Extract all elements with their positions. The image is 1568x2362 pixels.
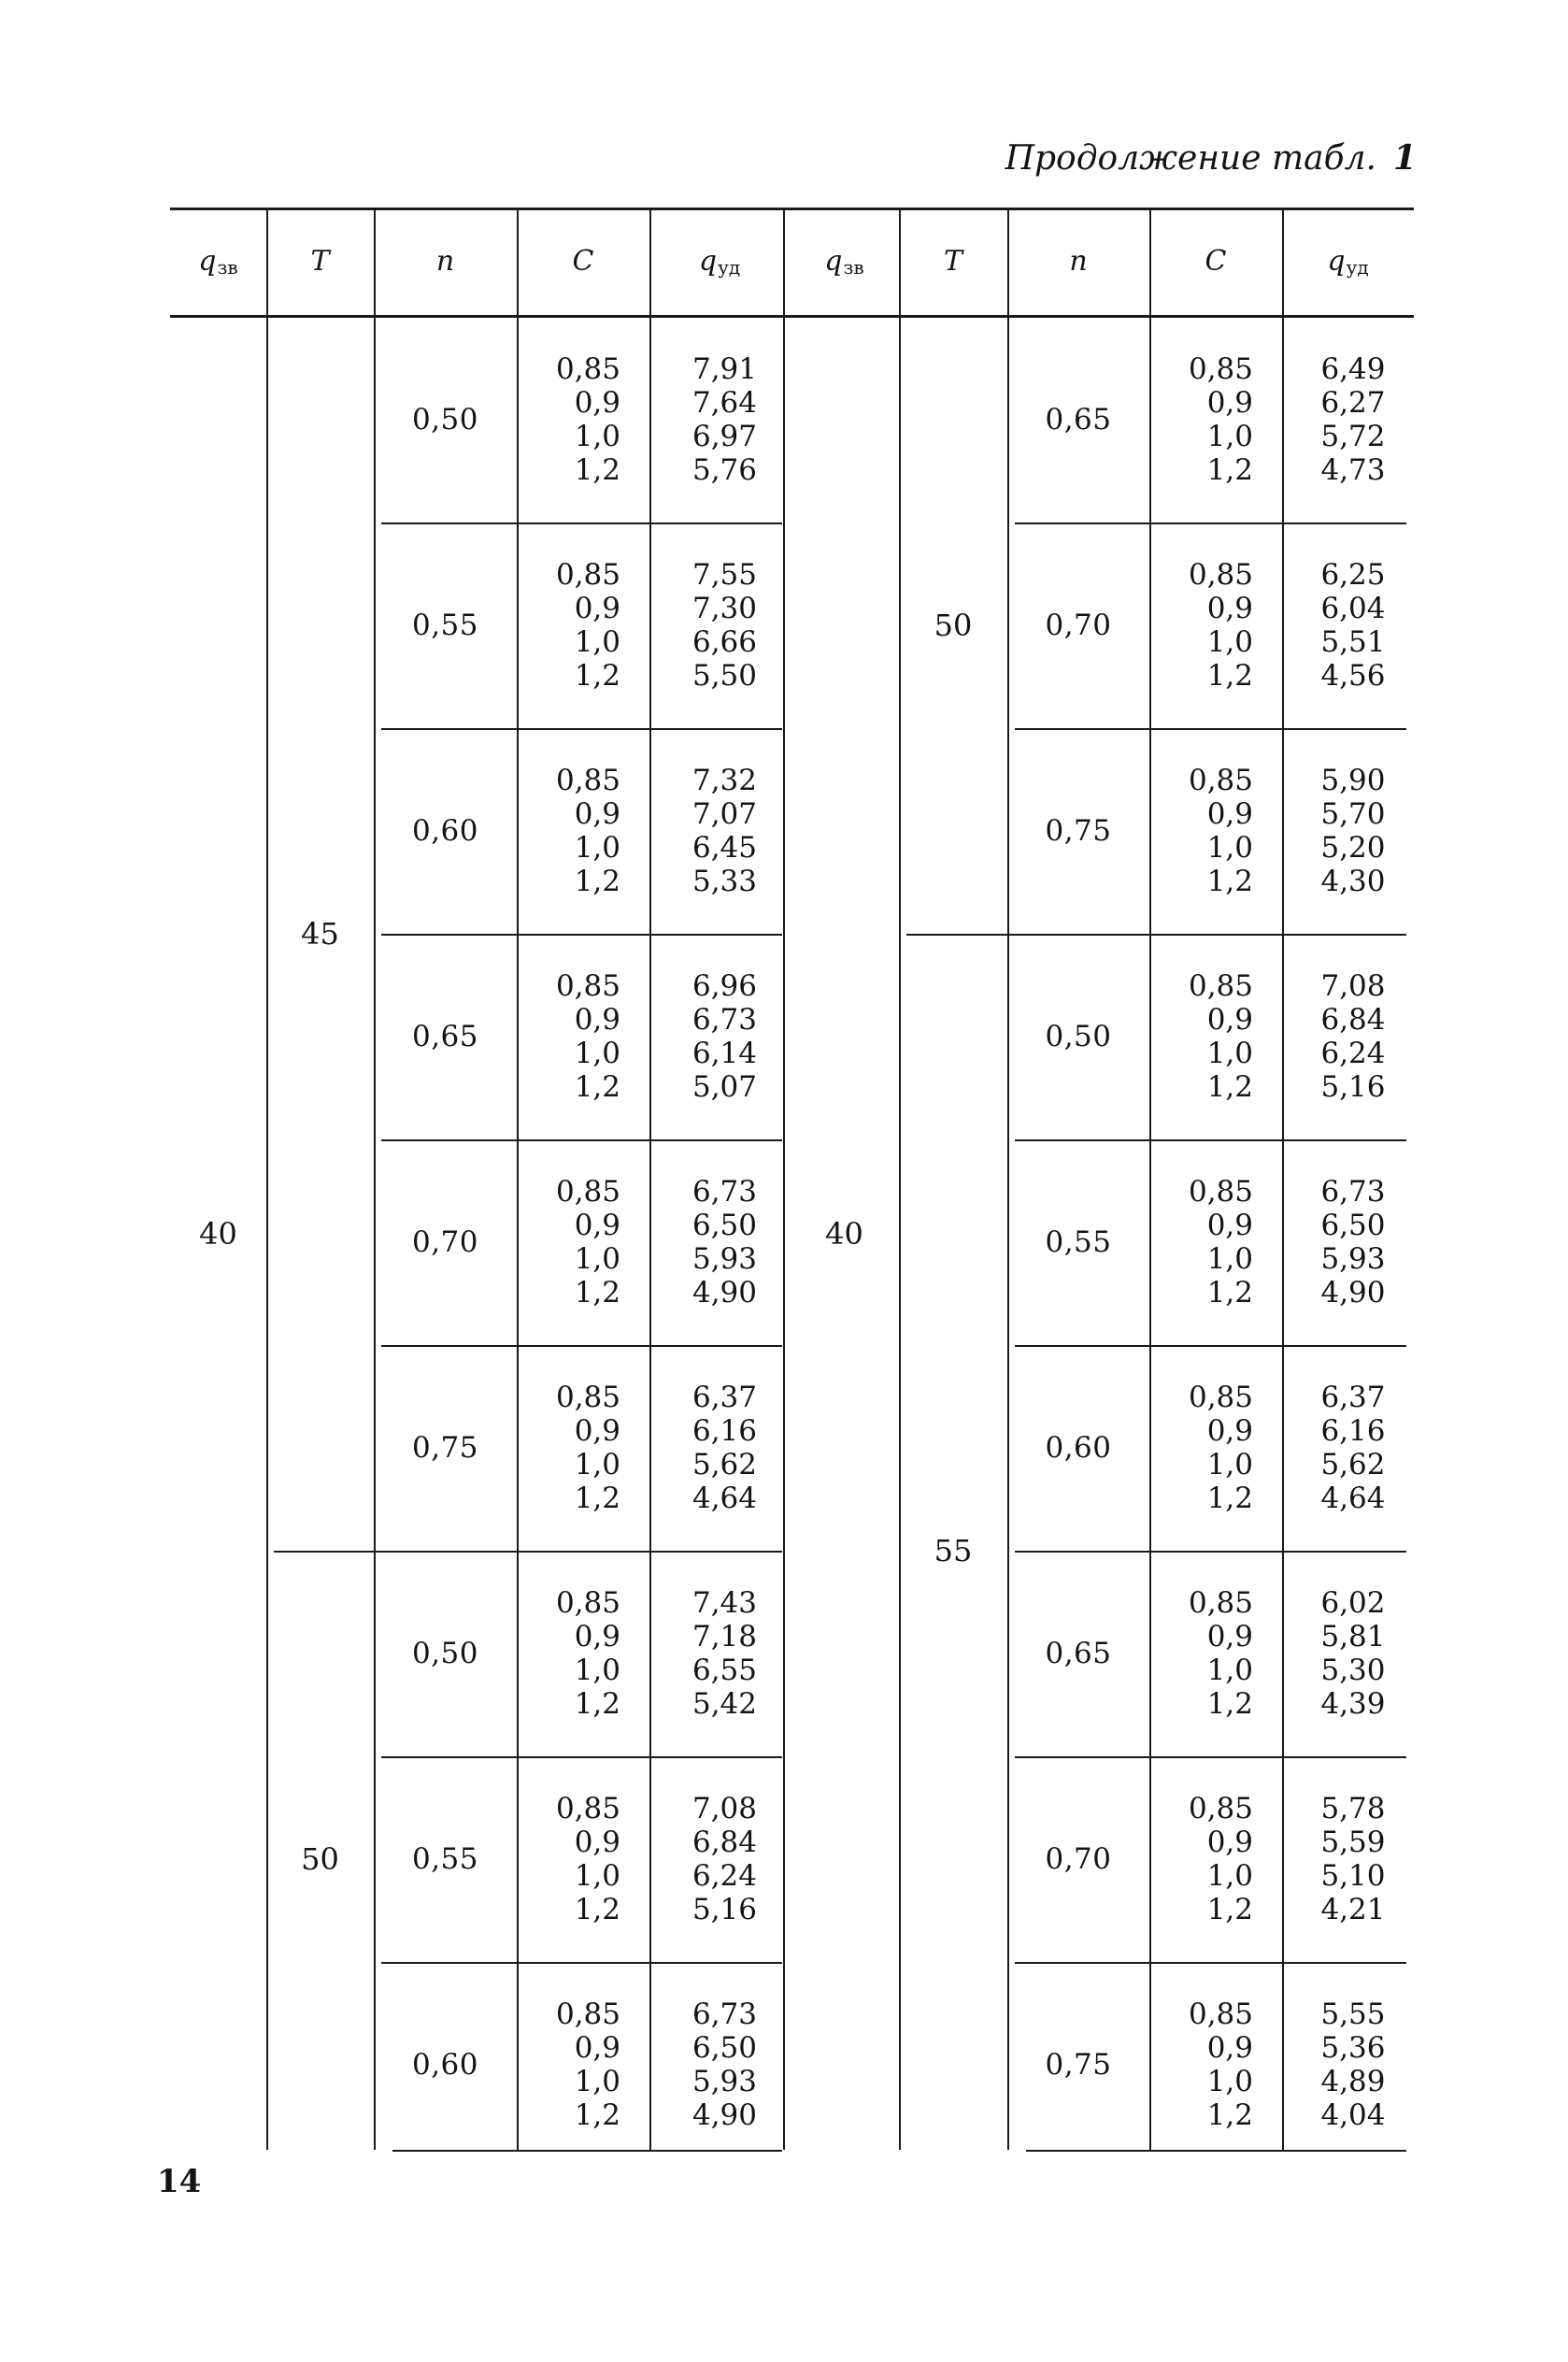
c-values-stack — [1149, 728, 1282, 934]
q-ud-value: 4,90 — [691, 1276, 757, 1310]
c-value: 1,0 — [574, 625, 620, 659]
q-ud-value: 6,49 — [1320, 352, 1386, 386]
q-ud-value: 4,64 — [1320, 1482, 1386, 1515]
q-ud-values-stack — [649, 317, 790, 523]
c-value: 0,9 — [1206, 1414, 1253, 1448]
q-ud-value: 5,51 — [1320, 625, 1386, 659]
table-bottom-rule — [1026, 2150, 1406, 2152]
c-value: 0,85 — [1188, 558, 1253, 592]
q-zv-value: 40 — [199, 1215, 237, 1252]
c-value: 1,2 — [574, 1070, 620, 1104]
c-value: 0,9 — [1206, 386, 1253, 420]
n-value: 0,75 — [1045, 2048, 1112, 2082]
q-ud-value: 7,30 — [691, 592, 757, 625]
c-values-stack — [517, 1139, 649, 1345]
c-values-stack — [517, 1756, 649, 1962]
c-value: 1,0 — [574, 831, 620, 865]
header-q-zv-subscript: зв — [843, 255, 864, 279]
n-value: 0,65 — [1045, 403, 1112, 437]
q-ud-values-stack — [649, 1551, 790, 1756]
n-value: 0,50 — [411, 403, 479, 437]
q-ud-values-stack — [1282, 1962, 1414, 2168]
q-ud-values-stack — [1282, 934, 1414, 1139]
c-value: 1,2 — [574, 659, 620, 693]
c-value: 1,2 — [1206, 1893, 1253, 1926]
c-values-stack — [517, 1345, 649, 1551]
q-ud-value: 7,07 — [691, 797, 757, 831]
c-value: 1,2 — [574, 1893, 620, 1926]
q-ud-value: 5,93 — [1320, 1242, 1386, 1276]
c-value: 0,9 — [574, 386, 620, 420]
c-value: 0,9 — [574, 592, 620, 625]
c-value: 1,0 — [1206, 831, 1253, 865]
q-ud-value: 5,42 — [691, 1687, 757, 1721]
c-value: 0,85 — [555, 1586, 620, 1620]
header-q-ud — [649, 211, 790, 311]
c-value: 1,0 — [574, 1242, 620, 1276]
c-values-stack — [1149, 1962, 1282, 2168]
q-ud-value: 4,64 — [691, 1482, 757, 1515]
c-values-stack — [517, 523, 649, 728]
header-q-zv-subscript: зв — [217, 255, 238, 279]
q-ud-value: 5,93 — [691, 1242, 757, 1276]
q-ud-value: 5,16 — [1320, 1070, 1386, 1104]
c-value: 0,9 — [1206, 2031, 1253, 2065]
c-value: 1,2 — [1206, 453, 1253, 487]
q-ud-value: 5,10 — [1320, 1859, 1386, 1893]
q-ud-value: 6,66 — [691, 625, 757, 659]
q-ud-values-stack — [1282, 1551, 1414, 1756]
c-values-stack — [517, 728, 649, 934]
c-value: 1,0 — [574, 1037, 620, 1070]
q-ud-value: 6,73 — [691, 1997, 757, 2031]
q-ud-values-stack — [1282, 728, 1414, 934]
c-value: 1,0 — [1206, 1037, 1253, 1070]
c-value: 0,85 — [1188, 764, 1253, 797]
q-ud-value: 6,14 — [691, 1037, 757, 1070]
c-value: 1,2 — [574, 453, 620, 487]
c-values-stack — [517, 317, 649, 523]
q-ud-values-stack — [1282, 317, 1414, 523]
q-ud-value: 6,37 — [1320, 1381, 1386, 1414]
c-values-stack — [1149, 934, 1282, 1139]
c-values-stack — [517, 1962, 649, 2168]
header-T: T — [943, 245, 962, 278]
q-ud-value: 5,55 — [1320, 1997, 1386, 2031]
q-ud-value: 6,37 — [691, 1381, 757, 1414]
c-value: 0,85 — [555, 558, 620, 592]
c-value: 1,2 — [574, 1687, 620, 1721]
c-value: 0,9 — [574, 1003, 620, 1037]
c-value: 1,0 — [574, 2065, 620, 2098]
T-value: 50 — [934, 608, 973, 643]
q-ud-values-stack — [649, 728, 790, 934]
header-q-zv — [170, 211, 266, 311]
q-ud-value: 6,73 — [691, 1175, 757, 1209]
c-values-stack — [1149, 1139, 1282, 1345]
c-value: 0,85 — [1188, 1586, 1253, 1620]
n-value: 0,60 — [411, 2048, 479, 2082]
q-ud-values-stack — [1282, 1139, 1414, 1345]
T-value: 50 — [301, 1841, 339, 1877]
q-ud-value: 4,39 — [1320, 1687, 1386, 1721]
c-value: 0,85 — [555, 352, 620, 386]
q-ud-value: 6,50 — [691, 2031, 757, 2065]
c-value: 0,9 — [574, 2031, 620, 2065]
q-ud-values-stack — [1282, 523, 1414, 728]
c-value: 0,85 — [1188, 1381, 1253, 1414]
q-ud-values-stack — [649, 1345, 790, 1551]
q-ud-value: 5,62 — [691, 1448, 757, 1482]
c-value: 0,9 — [574, 1620, 620, 1653]
q-ud-value: 4,90 — [691, 2098, 757, 2132]
c-value: 1,0 — [574, 1859, 620, 1893]
T-value: 55 — [934, 1533, 973, 1568]
q-ud-value: 6,25 — [1320, 558, 1386, 592]
q-ud-value: 6,84 — [1320, 1003, 1386, 1037]
n-value: 0,75 — [411, 1431, 479, 1465]
header-q-zv — [790, 211, 899, 311]
q-ud-value: 5,90 — [1320, 764, 1386, 797]
q-ud-value: 6,84 — [691, 1825, 757, 1859]
c-value: 0,9 — [574, 1414, 620, 1448]
q-ud-values-stack — [649, 1962, 790, 2168]
c-value: 1,0 — [1206, 1448, 1253, 1482]
c-value: 1,0 — [1206, 2065, 1253, 2098]
n-value: 0,50 — [1045, 1020, 1112, 1053]
c-value: 1,2 — [1206, 1070, 1253, 1104]
q-ud-value: 5,70 — [1320, 797, 1386, 831]
c-value: 1,0 — [1206, 1242, 1253, 1276]
c-value: 1,0 — [574, 420, 620, 453]
c-value: 0,85 — [555, 969, 620, 1003]
c-value: 0,9 — [1206, 797, 1253, 831]
q-ud-values-stack — [649, 1756, 790, 1962]
c-value: 1,0 — [1206, 1859, 1253, 1893]
header-T: T — [310, 245, 330, 278]
q-ud-value: 4,73 — [1320, 453, 1386, 487]
c-value: 0,85 — [1188, 1175, 1253, 1209]
q-ud-value: 4,90 — [1320, 1276, 1386, 1310]
q-ud-value: 7,08 — [691, 1792, 757, 1825]
q-ud-value: 5,59 — [1320, 1825, 1386, 1859]
c-value: 1,0 — [574, 1448, 620, 1482]
q-ud-values-stack — [649, 523, 790, 728]
q-ud-value: 5,16 — [691, 1893, 757, 1926]
header-q-ud-subscript: уд — [718, 255, 741, 279]
n-value: 0,60 — [411, 814, 479, 848]
T-value: 45 — [301, 916, 339, 952]
c-value: 0,9 — [574, 1209, 620, 1242]
c-value: 1,0 — [574, 1653, 620, 1687]
c-value: 1,2 — [574, 865, 620, 898]
n-value: 0,55 — [1045, 1225, 1112, 1259]
c-value: 0,85 — [555, 1381, 620, 1414]
c-values-stack — [517, 1551, 649, 1756]
c-value: 1,2 — [574, 2098, 620, 2132]
c-value: 1,2 — [574, 1482, 620, 1515]
q-ud-value: 6,73 — [1320, 1175, 1386, 1209]
header-q-ud-subscript: уд — [1346, 255, 1369, 279]
q-ud-value: 4,04 — [1320, 2098, 1386, 2132]
q-ud-value: 7,55 — [691, 558, 757, 592]
n-value: 0,55 — [411, 1842, 479, 1876]
q-ud-value: 5,50 — [691, 659, 757, 693]
q-ud-value: 6,97 — [691, 420, 757, 453]
q-ud-value: 6,45 — [691, 831, 757, 865]
q-ud-values-stack — [649, 1139, 790, 1345]
table-top-rule — [170, 208, 1414, 210]
q-ud-value: 7,08 — [1320, 969, 1386, 1003]
q-ud-value: 7,64 — [691, 386, 757, 420]
q-ud-value: 6,55 — [691, 1653, 757, 1687]
c-value: 1,0 — [1206, 420, 1253, 453]
c-value: 1,2 — [1206, 659, 1253, 693]
q-ud-value: 5,72 — [1320, 420, 1386, 453]
q-ud-value: 5,36 — [1320, 2031, 1386, 2065]
q-ud-value: 6,73 — [691, 1003, 757, 1037]
c-value: 1,2 — [1206, 1276, 1253, 1310]
table-bottom-rule — [392, 2150, 782, 2152]
header-q-ud-symbol: q — [698, 245, 718, 278]
n-value: 0,70 — [1045, 608, 1112, 642]
n-value: 0,65 — [1045, 1637, 1112, 1670]
q-ud-value: 5,33 — [691, 865, 757, 898]
table-caption — [1005, 138, 1417, 178]
q-ud-values-stack — [649, 934, 790, 1139]
n-value: 0,75 — [1045, 814, 1112, 848]
q-ud-value: 4,30 — [1320, 865, 1386, 898]
q-ud-value: 6,27 — [1320, 386, 1386, 420]
c-value: 0,9 — [1206, 1003, 1253, 1037]
n-value: 0,65 — [411, 1020, 479, 1053]
c-value: 0,85 — [1188, 969, 1253, 1003]
c-value: 1,2 — [1206, 2098, 1253, 2132]
c-values-stack — [1149, 1345, 1282, 1551]
q-ud-value: 5,81 — [1320, 1620, 1386, 1653]
c-value: 0,9 — [574, 1825, 620, 1859]
c-value: 0,85 — [1188, 1997, 1253, 2031]
header-n: n — [1069, 245, 1088, 278]
q-ud-value: 7,32 — [691, 764, 757, 797]
n-value: 0,70 — [411, 1225, 479, 1259]
c-values-stack — [1149, 317, 1282, 523]
q-ud-value: 5,20 — [1320, 831, 1386, 865]
q-ud-value: 5,93 — [691, 2065, 757, 2098]
c-values-stack — [1149, 1756, 1282, 1962]
q-ud-value: 6,04 — [1320, 592, 1386, 625]
q-ud-value: 6,16 — [1320, 1414, 1386, 1448]
q-ud-value: 6,24 — [1320, 1037, 1386, 1070]
q-ud-value: 6,24 — [691, 1859, 757, 1893]
q-ud-value: 6,02 — [1320, 1586, 1386, 1620]
header-C: C — [1205, 245, 1227, 278]
c-value: 0,9 — [1206, 592, 1253, 625]
q-ud-value: 5,76 — [691, 453, 757, 487]
q-ud-value: 5,62 — [1320, 1448, 1386, 1482]
q-ud-value: 6,50 — [1320, 1209, 1386, 1242]
q-ud-value: 6,50 — [691, 1209, 757, 1242]
q-ud-value: 4,21 — [1320, 1893, 1386, 1926]
q-ud-value: 4,89 — [1320, 2065, 1386, 2098]
header-q-ud-symbol: q — [1327, 245, 1346, 278]
q-ud-value: 6,16 — [691, 1414, 757, 1448]
q-ud-values-stack — [1282, 1756, 1414, 1962]
c-value: 0,85 — [1188, 1792, 1253, 1825]
c-value: 0,9 — [1206, 1825, 1253, 1859]
c-values-stack — [517, 934, 649, 1139]
n-value: 0,50 — [411, 1637, 479, 1670]
c-value: 1,0 — [1206, 1653, 1253, 1687]
header-q-zv-symbol: q — [824, 245, 843, 278]
q-ud-value: 5,07 — [691, 1070, 757, 1104]
q-ud-value: 5,30 — [1320, 1653, 1386, 1687]
c-value: 0,85 — [1188, 352, 1253, 386]
c-value: 0,85 — [555, 1175, 620, 1209]
n-value: 0,70 — [1045, 1842, 1112, 1876]
q-ud-value: 6,96 — [691, 969, 757, 1003]
header-q-zv-symbol: q — [198, 245, 217, 278]
c-values-stack — [1149, 1551, 1282, 1756]
c-value: 0,9 — [574, 797, 620, 831]
q-zv-value: 40 — [825, 1215, 863, 1252]
caption-table-number: 1 — [1392, 138, 1417, 178]
q-ud-value: 4,56 — [1320, 659, 1386, 693]
c-value: 0,85 — [555, 764, 620, 797]
q-ud-value: 5,78 — [1320, 1792, 1386, 1825]
c-values-stack — [1149, 523, 1282, 728]
q-ud-values-stack — [1282, 1345, 1414, 1551]
c-value: 1,2 — [1206, 865, 1253, 898]
n-value: 0,55 — [411, 608, 479, 642]
c-value: 0,85 — [555, 1997, 620, 2031]
q-ud-value: 7,91 — [691, 352, 757, 386]
header-n: n — [435, 245, 455, 278]
c-value: 1,2 — [1206, 1687, 1253, 1721]
page-number: 14 — [157, 2163, 202, 2200]
q-ud-value: 7,18 — [691, 1620, 757, 1653]
c-value: 0,85 — [555, 1792, 620, 1825]
c-value: 1,0 — [1206, 625, 1253, 659]
caption-text: Продолжение табл. — [1005, 139, 1376, 178]
header-C: C — [572, 245, 594, 278]
n-value: 0,60 — [1045, 1431, 1112, 1465]
c-value: 1,2 — [1206, 1482, 1253, 1515]
c-value: 0,9 — [1206, 1209, 1253, 1242]
c-value: 1,2 — [574, 1276, 620, 1310]
c-value: 0,9 — [1206, 1620, 1253, 1653]
header-q-ud — [1282, 211, 1414, 311]
q-ud-value: 7,43 — [691, 1586, 757, 1620]
